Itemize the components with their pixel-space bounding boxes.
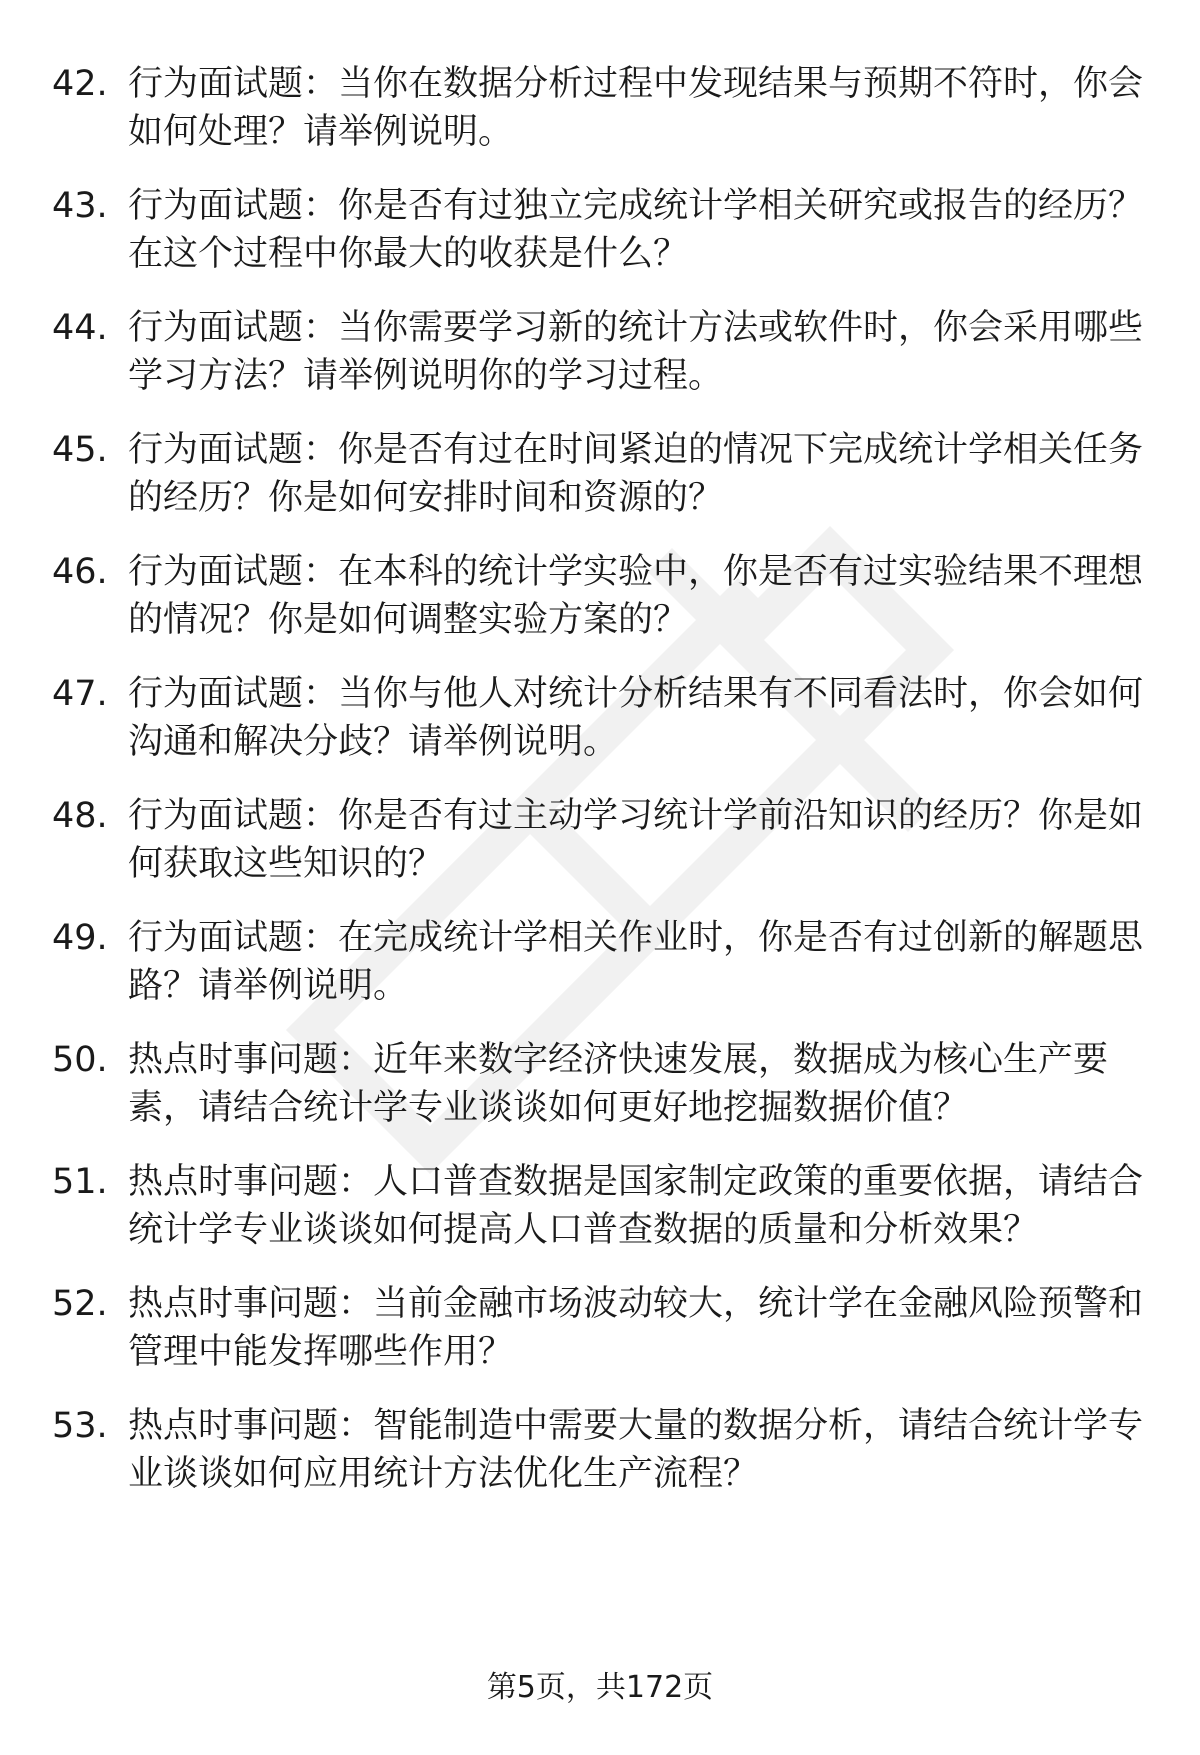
question-number: 49. (52, 918, 108, 958)
question-item (0, 1036, 1200, 1158)
question-text: 行为面试题：在完成统计学相关作业时，你是否有过创新的解题思路？请举例说明。 (128, 918, 1144, 1006)
question-number: 44. (52, 308, 108, 348)
question-number: 53. (52, 1406, 108, 1446)
question-item (0, 304, 1200, 426)
question-text: 热点时事问题：当前金融市场波动较大，统计学在金融风险预警和管理中能发挥哪些作用？ (128, 1284, 1144, 1372)
question-item (0, 426, 1200, 548)
question-text: 行为面试题：你是否有过主动学习统计学前沿知识的经历？你是如何获取这些知识的？ (128, 796, 1144, 884)
question-list (0, 60, 1200, 1524)
question-number: 48. (52, 796, 108, 836)
question-number: 51. (52, 1162, 108, 1202)
question-number: 42. (52, 64, 108, 104)
question-item (0, 670, 1200, 792)
question-text: 热点时事问题：近年来数字经济快速发展，数据成为核心生产要素，请结合统计学专业谈谈如何更好地挖掘数据价值？ (128, 1040, 1109, 1128)
question-number: 46. (52, 552, 108, 592)
question-number: 45. (52, 430, 108, 470)
question-number: 50. (52, 1040, 108, 1080)
question-text: 行为面试题：你是否有过在时间紧迫的情况下完成统计学相关任务的经历？你是如何安排时间和资源的？ (128, 430, 1144, 518)
question-item (0, 1280, 1200, 1402)
question-number: 43. (52, 186, 108, 226)
question-text: 热点时事问题：人口普查数据是国家制定政策的重要依据，请结合统计学专业谈谈如何提高人口普查数据的质量和分析效果？ (128, 1162, 1144, 1250)
question-item (0, 548, 1200, 670)
question-text: 热点时事问题：智能制造中需要大量的数据分析，请结合统计学专业谈谈如何应用统计方法优化生产流程？ (128, 1406, 1144, 1494)
question-item (0, 914, 1200, 1036)
question-text: 行为面试题：在本科的统计学实验中，你是否有过实验结果不理想的情况？你是如何调整实验方案的？ (128, 552, 1144, 640)
question-text: 行为面试题：当你与他人对统计分析结果有不同看法时，你会如何沟通和解决分歧？请举例说明。 (128, 674, 1144, 762)
question-text: 行为面试题：当你在数据分析过程中发现结果与预期不符时，你会如何处理？请举例说明。 (128, 64, 1144, 152)
question-number: 52. (52, 1284, 108, 1324)
page-number: 第5页，共172页 (486, 1670, 714, 1705)
question-item (0, 1158, 1200, 1280)
question-text: 行为面试题：你是否有过独立完成统计学相关研究或报告的经历？在这个过程中你最大的收获是什么？ (128, 186, 1144, 274)
question-item (0, 1402, 1200, 1524)
question-number: 47. (52, 674, 108, 714)
question-item (0, 60, 1200, 182)
question-item (0, 792, 1200, 914)
question-item (0, 182, 1200, 304)
question-text: 行为面试题：当你需要学习新的统计方法或软件时，你会采用哪些学习方法？请举例说明你的学习过程。 (128, 308, 1144, 396)
